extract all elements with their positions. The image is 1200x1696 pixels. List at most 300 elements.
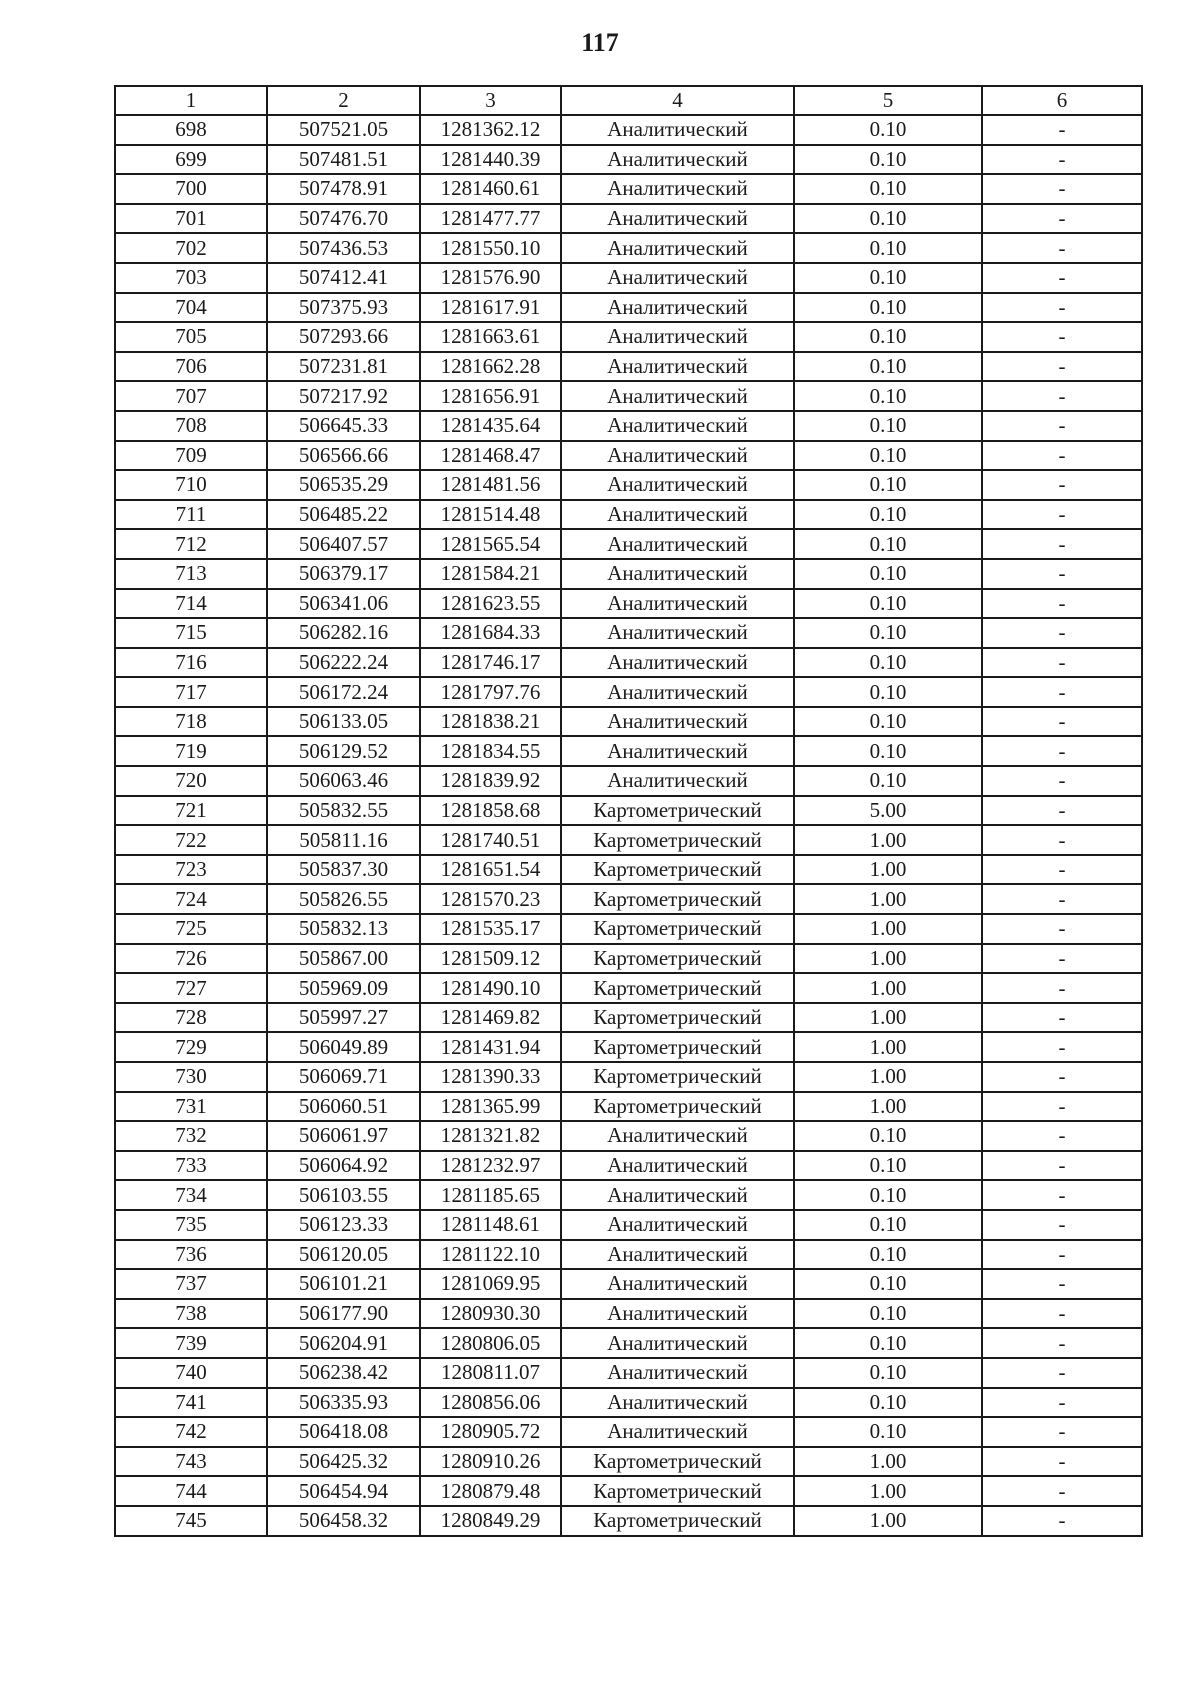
y-coordinate-cell: 1281460.61 — [420, 174, 561, 204]
note-cell: - — [982, 1062, 1142, 1092]
y-coordinate-cell: 1281468.47 — [420, 441, 561, 471]
accuracy-cell: 0.10 — [794, 500, 982, 530]
accuracy-cell: 0.10 — [794, 707, 982, 737]
accuracy-cell: 1.00 — [794, 1476, 982, 1506]
y-coordinate-cell: 1281663.61 — [420, 322, 561, 352]
table-row — [115, 322, 1142, 352]
method-cell: Аналитический — [561, 322, 794, 352]
table-row — [115, 1358, 1142, 1388]
accuracy-cell: 0.10 — [794, 589, 982, 619]
y-coordinate-cell: 1281584.21 — [420, 559, 561, 589]
accuracy-cell: 0.10 — [794, 263, 982, 293]
point-number-cell: 740 — [115, 1358, 267, 1388]
method-cell: Аналитический — [561, 559, 794, 589]
x-coordinate-cell: 506566.66 — [267, 441, 420, 471]
point-number-cell: 716 — [115, 648, 267, 678]
table-row — [115, 944, 1142, 974]
y-coordinate-cell: 1281535.17 — [420, 914, 561, 944]
method-cell: Аналитический — [561, 263, 794, 293]
accuracy-cell: 0.10 — [794, 145, 982, 175]
method-cell: Аналитический — [561, 1121, 794, 1151]
method-cell: Аналитический — [561, 145, 794, 175]
note-cell: - — [982, 322, 1142, 352]
method-cell: Картометрический — [561, 855, 794, 885]
accuracy-cell: 0.10 — [794, 1328, 982, 1358]
accuracy-cell: 1.00 — [794, 944, 982, 974]
y-coordinate-cell: 1281514.48 — [420, 500, 561, 530]
point-number-cell: 733 — [115, 1151, 267, 1181]
method-cell: Аналитический — [561, 115, 794, 145]
x-coordinate-cell: 507478.91 — [267, 174, 420, 204]
method-cell: Аналитический — [561, 1240, 794, 1270]
x-coordinate-cell: 506425.32 — [267, 1447, 420, 1477]
x-coordinate-cell: 506069.71 — [267, 1062, 420, 1092]
note-cell: - — [982, 1151, 1142, 1181]
x-coordinate-cell: 506101.21 — [267, 1269, 420, 1299]
point-number-cell: 707 — [115, 381, 267, 411]
accuracy-cell: 1.00 — [794, 1032, 982, 1062]
point-number-cell: 742 — [115, 1417, 267, 1447]
method-cell: Картометрический — [561, 1092, 794, 1122]
accuracy-cell: 0.10 — [794, 322, 982, 352]
y-coordinate-cell: 1281565.54 — [420, 529, 561, 559]
y-coordinate-cell: 1281656.91 — [420, 381, 561, 411]
note-cell: - — [982, 1299, 1142, 1329]
accuracy-cell: 0.10 — [794, 352, 982, 382]
method-cell: Аналитический — [561, 381, 794, 411]
y-coordinate-cell: 1281839.92 — [420, 766, 561, 796]
y-coordinate-cell: 1280811.07 — [420, 1358, 561, 1388]
table-row — [115, 145, 1142, 175]
y-coordinate-cell: 1281469.82 — [420, 1003, 561, 1033]
x-coordinate-cell: 506061.97 — [267, 1121, 420, 1151]
note-cell: - — [982, 677, 1142, 707]
note-cell: - — [982, 1180, 1142, 1210]
note-cell: - — [982, 618, 1142, 648]
accuracy-cell: 0.10 — [794, 736, 982, 766]
y-coordinate-cell: 1281431.94 — [420, 1032, 561, 1062]
method-cell: Аналитический — [561, 411, 794, 441]
table-row — [115, 1062, 1142, 1092]
method-cell: Картометрический — [561, 1476, 794, 1506]
y-coordinate-cell: 1281838.21 — [420, 707, 561, 737]
method-cell: Аналитический — [561, 174, 794, 204]
method-cell: Аналитический — [561, 1328, 794, 1358]
y-coordinate-cell: 1281069.95 — [420, 1269, 561, 1299]
table-row — [115, 973, 1142, 1003]
table-row — [115, 589, 1142, 619]
x-coordinate-cell: 506645.33 — [267, 411, 420, 441]
method-cell: Аналитический — [561, 766, 794, 796]
accuracy-cell: 1.00 — [794, 825, 982, 855]
accuracy-cell: 5.00 — [794, 796, 982, 826]
table-row — [115, 441, 1142, 471]
method-cell: Картометрический — [561, 884, 794, 914]
accuracy-cell: 0.10 — [794, 1388, 982, 1418]
point-number-cell: 730 — [115, 1062, 267, 1092]
column-header: 5 — [794, 86, 982, 115]
method-cell: Аналитический — [561, 441, 794, 471]
point-number-cell: 743 — [115, 1447, 267, 1477]
accuracy-cell: 0.10 — [794, 1180, 982, 1210]
y-coordinate-cell: 1280856.06 — [420, 1388, 561, 1418]
x-coordinate-cell: 506120.05 — [267, 1240, 420, 1270]
x-coordinate-cell: 506282.16 — [267, 618, 420, 648]
note-cell: - — [982, 1358, 1142, 1388]
accuracy-cell: 0.10 — [794, 766, 982, 796]
method-cell: Аналитический — [561, 233, 794, 263]
note-cell: - — [982, 884, 1142, 914]
accuracy-cell: 0.10 — [794, 174, 982, 204]
method-cell: Аналитический — [561, 1151, 794, 1181]
point-number-cell: 705 — [115, 322, 267, 352]
x-coordinate-cell: 506204.91 — [267, 1328, 420, 1358]
point-number-cell: 712 — [115, 529, 267, 559]
coordinates-table — [114, 85, 1143, 1537]
x-coordinate-cell: 507375.93 — [267, 293, 420, 323]
x-coordinate-cell: 505832.55 — [267, 796, 420, 826]
accuracy-cell: 0.10 — [794, 441, 982, 471]
y-coordinate-cell: 1281122.10 — [420, 1240, 561, 1270]
method-cell: Аналитический — [561, 589, 794, 619]
note-cell: - — [982, 1121, 1142, 1151]
point-number-cell: 722 — [115, 825, 267, 855]
point-number-cell: 731 — [115, 1092, 267, 1122]
point-number-cell: 724 — [115, 884, 267, 914]
table-row — [115, 736, 1142, 766]
point-number-cell: 721 — [115, 796, 267, 826]
accuracy-cell: 1.00 — [794, 914, 982, 944]
point-number-cell: 713 — [115, 559, 267, 589]
note-cell: - — [982, 293, 1142, 323]
x-coordinate-cell: 505826.55 — [267, 884, 420, 914]
point-number-cell: 699 — [115, 145, 267, 175]
note-cell: - — [982, 1447, 1142, 1477]
point-number-cell: 708 — [115, 411, 267, 441]
accuracy-cell: 1.00 — [794, 1062, 982, 1092]
method-cell: Аналитический — [561, 500, 794, 530]
method-cell: Картометрический — [561, 1506, 794, 1536]
y-coordinate-cell: 1281185.65 — [420, 1180, 561, 1210]
note-cell: - — [982, 381, 1142, 411]
x-coordinate-cell: 507476.70 — [267, 204, 420, 234]
note-cell: - — [982, 1388, 1142, 1418]
method-cell: Аналитический — [561, 1180, 794, 1210]
point-number-cell: 744 — [115, 1476, 267, 1506]
x-coordinate-cell: 507521.05 — [267, 115, 420, 145]
method-cell: Картометрический — [561, 1003, 794, 1033]
x-coordinate-cell: 506379.17 — [267, 559, 420, 589]
table-row — [115, 174, 1142, 204]
y-coordinate-cell: 1281684.33 — [420, 618, 561, 648]
table-row — [115, 796, 1142, 826]
method-cell: Картометрический — [561, 944, 794, 974]
accuracy-cell: 0.10 — [794, 381, 982, 411]
x-coordinate-cell: 505832.13 — [267, 914, 420, 944]
method-cell: Аналитический — [561, 352, 794, 382]
point-number-cell: 720 — [115, 766, 267, 796]
table-row — [115, 529, 1142, 559]
x-coordinate-cell: 505837.30 — [267, 855, 420, 885]
x-coordinate-cell: 506535.29 — [267, 470, 420, 500]
point-number-cell: 745 — [115, 1506, 267, 1536]
note-cell: - — [982, 736, 1142, 766]
accuracy-cell: 1.00 — [794, 1003, 982, 1033]
table-row — [115, 115, 1142, 145]
accuracy-cell: 0.10 — [794, 470, 982, 500]
method-cell: Аналитический — [561, 1299, 794, 1329]
accuracy-cell: 0.10 — [794, 1151, 982, 1181]
table-row — [115, 884, 1142, 914]
table-row — [115, 1388, 1142, 1418]
table-row — [115, 293, 1142, 323]
note-cell: - — [982, 648, 1142, 678]
accuracy-cell: 0.10 — [794, 529, 982, 559]
accuracy-cell: 0.10 — [794, 1299, 982, 1329]
accuracy-cell: 1.00 — [794, 973, 982, 1003]
method-cell: Картометрический — [561, 796, 794, 826]
x-coordinate-cell: 506335.93 — [267, 1388, 420, 1418]
table-row — [115, 1210, 1142, 1240]
table-row — [115, 1151, 1142, 1181]
note-cell: - — [982, 973, 1142, 1003]
method-cell: Аналитический — [561, 736, 794, 766]
y-coordinate-cell: 1281797.76 — [420, 677, 561, 707]
x-coordinate-cell: 506454.94 — [267, 1476, 420, 1506]
point-number-cell: 719 — [115, 736, 267, 766]
x-coordinate-cell: 506341.06 — [267, 589, 420, 619]
table-row — [115, 1240, 1142, 1270]
y-coordinate-cell: 1281623.55 — [420, 589, 561, 619]
note-cell: - — [982, 1476, 1142, 1506]
y-coordinate-cell: 1281148.61 — [420, 1210, 561, 1240]
x-coordinate-cell: 506407.57 — [267, 529, 420, 559]
accuracy-cell: 0.10 — [794, 1121, 982, 1151]
accuracy-cell: 0.10 — [794, 115, 982, 145]
y-coordinate-cell: 1281477.77 — [420, 204, 561, 234]
method-cell: Аналитический — [561, 1269, 794, 1299]
y-coordinate-cell: 1281746.17 — [420, 648, 561, 678]
method-cell: Аналитический — [561, 293, 794, 323]
table-row — [115, 677, 1142, 707]
point-number-cell: 734 — [115, 1180, 267, 1210]
x-coordinate-cell: 506177.90 — [267, 1299, 420, 1329]
table-row — [115, 1328, 1142, 1358]
y-coordinate-cell: 1280905.72 — [420, 1417, 561, 1447]
point-number-cell: 735 — [115, 1210, 267, 1240]
accuracy-cell: 0.10 — [794, 1210, 982, 1240]
accuracy-cell: 1.00 — [794, 1447, 982, 1477]
x-coordinate-cell: 505811.16 — [267, 825, 420, 855]
note-cell: - — [982, 1210, 1142, 1240]
accuracy-cell: 1.00 — [794, 1506, 982, 1536]
y-coordinate-cell: 1281490.10 — [420, 973, 561, 1003]
y-coordinate-cell: 1281232.97 — [420, 1151, 561, 1181]
method-cell: Картометрический — [561, 1032, 794, 1062]
x-coordinate-cell: 506063.46 — [267, 766, 420, 796]
accuracy-cell: 0.10 — [794, 559, 982, 589]
point-number-cell: 706 — [115, 352, 267, 382]
point-number-cell: 725 — [115, 914, 267, 944]
x-coordinate-cell: 506049.89 — [267, 1032, 420, 1062]
note-cell: - — [982, 1092, 1142, 1122]
point-number-cell: 710 — [115, 470, 267, 500]
y-coordinate-cell: 1281362.12 — [420, 115, 561, 145]
x-coordinate-cell: 507293.66 — [267, 322, 420, 352]
x-coordinate-cell: 506222.24 — [267, 648, 420, 678]
accuracy-cell: 1.00 — [794, 884, 982, 914]
note-cell: - — [982, 855, 1142, 885]
x-coordinate-cell: 506064.92 — [267, 1151, 420, 1181]
note-cell: - — [982, 500, 1142, 530]
table-row — [115, 707, 1142, 737]
x-coordinate-cell: 507436.53 — [267, 233, 420, 263]
point-number-cell: 728 — [115, 1003, 267, 1033]
column-header: 4 — [561, 86, 794, 115]
x-coordinate-cell: 507217.92 — [267, 381, 420, 411]
point-number-cell: 715 — [115, 618, 267, 648]
table-row — [115, 470, 1142, 500]
accuracy-cell: 0.10 — [794, 411, 982, 441]
method-cell: Аналитический — [561, 1358, 794, 1388]
y-coordinate-cell: 1281834.55 — [420, 736, 561, 766]
table-row — [115, 1269, 1142, 1299]
column-header: 2 — [267, 86, 420, 115]
point-number-cell: 723 — [115, 855, 267, 885]
note-cell: - — [982, 145, 1142, 175]
column-header: 1 — [115, 86, 267, 115]
point-number-cell: 709 — [115, 441, 267, 471]
table-row — [115, 914, 1142, 944]
x-coordinate-cell: 505867.00 — [267, 944, 420, 974]
note-cell: - — [982, 441, 1142, 471]
x-coordinate-cell: 507481.51 — [267, 145, 420, 175]
note-cell: - — [982, 766, 1142, 796]
note-cell: - — [982, 1417, 1142, 1447]
note-cell: - — [982, 411, 1142, 441]
column-header: 6 — [982, 86, 1142, 115]
accuracy-cell: 0.10 — [794, 1240, 982, 1270]
x-coordinate-cell: 506103.55 — [267, 1180, 420, 1210]
table-row — [115, 559, 1142, 589]
accuracy-cell: 0.10 — [794, 648, 982, 678]
method-cell: Аналитический — [561, 1417, 794, 1447]
y-coordinate-cell: 1281662.28 — [420, 352, 561, 382]
point-number-cell: 711 — [115, 500, 267, 530]
table-row — [115, 1032, 1142, 1062]
note-cell: - — [982, 1240, 1142, 1270]
method-cell: Картометрический — [561, 1447, 794, 1477]
x-coordinate-cell: 507231.81 — [267, 352, 420, 382]
method-cell: Аналитический — [561, 648, 794, 678]
y-coordinate-cell: 1280930.30 — [420, 1299, 561, 1329]
table-row — [115, 1506, 1142, 1536]
note-cell: - — [982, 914, 1142, 944]
y-coordinate-cell: 1281550.10 — [420, 233, 561, 263]
table-row — [115, 618, 1142, 648]
point-number-cell: 727 — [115, 973, 267, 1003]
x-coordinate-cell: 506458.32 — [267, 1506, 420, 1536]
y-coordinate-cell: 1280849.29 — [420, 1506, 561, 1536]
note-cell: - — [982, 944, 1142, 974]
method-cell: Картометрический — [561, 1062, 794, 1092]
method-cell: Аналитический — [561, 1210, 794, 1240]
table-row — [115, 1299, 1142, 1329]
accuracy-cell: 0.10 — [794, 1417, 982, 1447]
accuracy-cell: 1.00 — [794, 1092, 982, 1122]
x-coordinate-cell: 506129.52 — [267, 736, 420, 766]
table-row — [115, 204, 1142, 234]
accuracy-cell: 0.10 — [794, 677, 982, 707]
table-body — [115, 115, 1142, 1536]
point-number-cell: 729 — [115, 1032, 267, 1062]
y-coordinate-cell: 1280910.26 — [420, 1447, 561, 1477]
table-row — [115, 1447, 1142, 1477]
point-number-cell: 738 — [115, 1299, 267, 1329]
y-coordinate-cell: 1281435.64 — [420, 411, 561, 441]
y-coordinate-cell: 1281576.90 — [420, 263, 561, 293]
accuracy-cell: 0.10 — [794, 1358, 982, 1388]
note-cell: - — [982, 1032, 1142, 1062]
table-row — [115, 1003, 1142, 1033]
note-cell: - — [982, 1003, 1142, 1033]
point-number-cell: 702 — [115, 233, 267, 263]
table-row — [115, 648, 1142, 678]
note-cell: - — [982, 233, 1142, 263]
y-coordinate-cell: 1281481.56 — [420, 470, 561, 500]
point-number-cell: 700 — [115, 174, 267, 204]
method-cell: Аналитический — [561, 1388, 794, 1418]
table-row — [115, 1121, 1142, 1151]
table-row — [115, 1092, 1142, 1122]
method-cell: Аналитический — [561, 618, 794, 648]
table-row — [115, 263, 1142, 293]
point-number-cell: 718 — [115, 707, 267, 737]
x-coordinate-cell: 506418.08 — [267, 1417, 420, 1447]
method-cell: Картометрический — [561, 825, 794, 855]
point-number-cell: 698 — [115, 115, 267, 145]
method-cell: Аналитический — [561, 529, 794, 559]
note-cell: - — [982, 352, 1142, 382]
y-coordinate-cell: 1281390.33 — [420, 1062, 561, 1092]
note-cell: - — [982, 1269, 1142, 1299]
y-coordinate-cell: 1281509.12 — [420, 944, 561, 974]
y-coordinate-cell: 1281440.39 — [420, 145, 561, 175]
accuracy-cell: 0.10 — [794, 233, 982, 263]
method-cell: Аналитический — [561, 470, 794, 500]
point-number-cell: 704 — [115, 293, 267, 323]
table-row — [115, 500, 1142, 530]
note-cell: - — [982, 174, 1142, 204]
accuracy-cell: 0.10 — [794, 293, 982, 323]
table-row — [115, 381, 1142, 411]
note-cell: - — [982, 796, 1142, 826]
note-cell: - — [982, 529, 1142, 559]
y-coordinate-cell: 1281651.54 — [420, 855, 561, 885]
point-number-cell: 714 — [115, 589, 267, 619]
table-row — [115, 352, 1142, 382]
x-coordinate-cell: 507412.41 — [267, 263, 420, 293]
method-cell: Картометрический — [561, 914, 794, 944]
table-row — [115, 1180, 1142, 1210]
note-cell: - — [982, 204, 1142, 234]
table-row — [115, 855, 1142, 885]
table-row — [115, 1417, 1142, 1447]
table-row — [115, 825, 1142, 855]
x-coordinate-cell: 506060.51 — [267, 1092, 420, 1122]
x-coordinate-cell: 506172.24 — [267, 677, 420, 707]
method-cell: Аналитический — [561, 677, 794, 707]
